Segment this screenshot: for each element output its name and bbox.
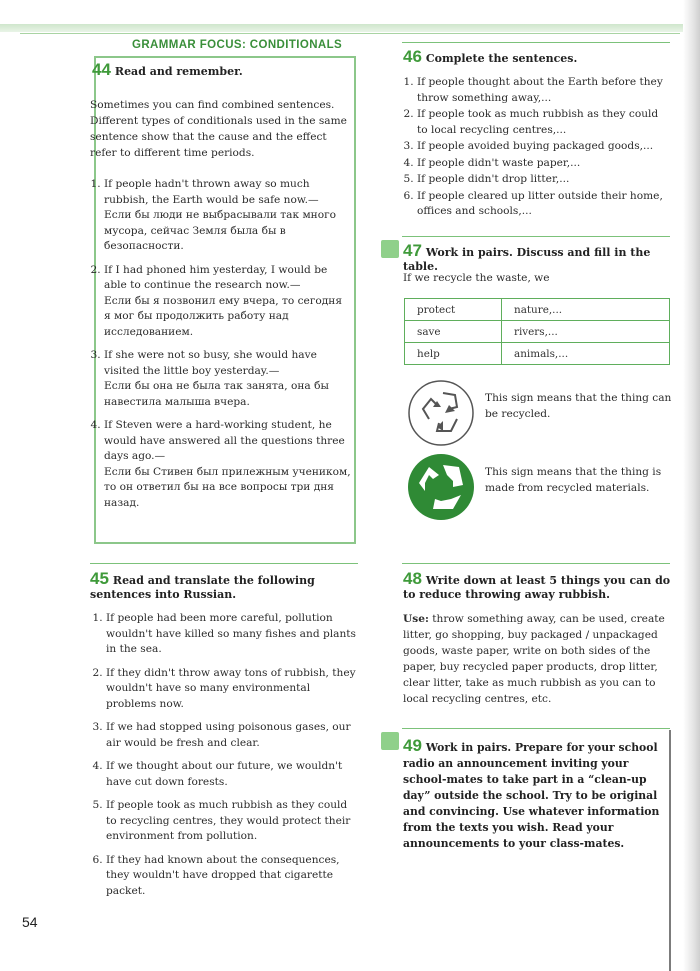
table-cell: nature,... <box>502 299 670 321</box>
exercise-47-number: 47 <box>403 241 422 260</box>
exercise-46-heading <box>403 47 671 66</box>
list-item: 3. If we had stopped using poisonous gases, our air would be fresh and clear. <box>106 720 358 751</box>
exercise-44-list <box>88 177 352 519</box>
list-item <box>104 263 352 341</box>
list-item: 6. If people cleared up litter outside their home, offices and schools,... <box>417 189 671 220</box>
exercise-48-heading <box>403 569 673 602</box>
exercise-48-title: Write down at least 5 things you can do to reduce throwing away rubbish. <box>403 574 671 601</box>
use-text: throw something away, can be used, create litter, go shopping, buy packaged / unpackaged goods, waste paper, write on both sides of the paper, buy recycled paper products, drop litter, clear litter, take as much rubbish as you can to local recycling centres, etc. <box>403 613 665 705</box>
recycled-material-sign-icon <box>407 453 475 521</box>
table-cell: rivers,... <box>502 321 670 343</box>
page-edge-line <box>669 730 671 971</box>
list-item: 2. If people took as much rubbish as they could to local recycling centres,... <box>417 107 671 138</box>
list-item <box>104 177 352 255</box>
list-item <box>104 348 352 410</box>
list-item: 1. If people had been more careful, pollution wouldn't have killed so many fishes and plants in the sea. <box>106 611 358 658</box>
exercise-49-rule <box>402 728 670 729</box>
exercise-44-heading <box>92 60 352 79</box>
exercise-44-number: 44 <box>92 60 111 79</box>
list-item: 2. If they didn't throw away tons of rubbish, they wouldn't have so many environmental problems now. <box>106 666 358 713</box>
exercise-45-number: 45 <box>90 569 109 588</box>
exercise-46-rule <box>402 42 670 43</box>
table-cell: protect <box>405 299 502 321</box>
russian-translation: Если бы Стивен был прилежным учеником, то он ответил бы на все вопросы три дня назад. <box>104 465 351 509</box>
sign-2-caption: This sign means that the thing is made from recycled materials. <box>485 466 662 494</box>
exercise-46-title: Complete the sentences. <box>425 52 578 65</box>
recyclable-sign-icon <box>407 379 475 447</box>
exercise-48-rule <box>402 563 670 564</box>
english-sentence: If I had phoned him yesterday, I would be able to continue the research now.— <box>104 263 328 291</box>
page-number: 54 <box>22 914 38 930</box>
pair-work-icon <box>381 240 399 258</box>
list-item: 5. If people didn't drop litter,... <box>417 172 671 188</box>
list-item: 4. If we thought about our future, we wouldn't have cut down forests. <box>106 759 358 790</box>
table-row <box>405 343 670 365</box>
sign-1-caption: This sign means that the thing can be recycled. <box>485 392 672 420</box>
exercise-49-heading <box>403 738 671 852</box>
exercise-46-number: 46 <box>403 47 422 66</box>
exercise-47-title: Work in pairs. Discuss and fill in the table. <box>403 246 651 273</box>
table-cell: save <box>405 321 502 343</box>
exercise-45-rule <box>90 563 358 564</box>
page-spine-shadow <box>683 0 700 971</box>
exercise-47-rule <box>402 236 670 237</box>
english-sentence: If she were not so busy, she would have visited the little boy yesterday.— <box>104 349 317 377</box>
use-label: Use: <box>403 613 429 625</box>
section-title: GRAMMAR FOCUS: CONDITIONALS <box>132 39 343 51</box>
exercise-49-number: 49 <box>403 736 422 755</box>
list-item <box>104 418 352 511</box>
exercise-48-use <box>403 611 671 707</box>
table-cell: help <box>405 343 502 365</box>
list-item: 4. If people didn't waste paper,... <box>417 156 671 172</box>
table-cell: animals,... <box>502 343 670 365</box>
top-color-band <box>0 24 700 32</box>
list-item: 1. If people thought about the Earth before they throw something away,... <box>417 75 671 106</box>
exercise-45-heading <box>90 569 360 602</box>
table-row <box>405 299 670 321</box>
exercise-44-intro: Sometimes you can find combined sentences. Different types of conditionals used in the same sentence show that the cause and the effect refer to different time periods. <box>90 99 347 159</box>
exercise-44-title: Read and remember. <box>114 65 243 78</box>
exercise-48-number: 48 <box>403 569 422 588</box>
pair-work-icon <box>381 732 399 750</box>
russian-translation: Если бы люди не выбрасывали так много мусора, сейчас Земля была бы в безопасности. <box>104 209 337 252</box>
english-sentence: If Steven were a hard-working student, he would have answered all the questions three days ago.— <box>104 419 345 462</box>
list-item: 5. If people took as much rubbish as they could to recycling centres, they would protect their environment from pollution. <box>106 798 358 845</box>
exercise-46-list <box>401 75 671 221</box>
exercise-45-list <box>90 611 358 907</box>
list-item: 6. If they had known about the consequences, they wouldn't have dropped that cigarette packet. <box>106 853 358 900</box>
exercise-47-lead: If we recycle the waste, we <box>403 272 550 284</box>
exercise-45-title: Read and translate the following sentences into Russian. <box>90 574 315 601</box>
table-row <box>405 321 670 343</box>
russian-translation: Если бы я позвонил ему вчера, то сегодня я мог бы продолжить работу над исследованием. <box>104 294 343 338</box>
exercise-49-title: Work in pairs. Prepare for your school radio an announcement inviting your school-mates to take part in a “clean-up day” outside the school. Try to be original and convincing. Use whatever information from the texts you wish. Read your announcements to your class-mates. <box>403 741 660 850</box>
recycle-table <box>404 298 670 365</box>
russian-translation: Если бы она не была так занята, она бы навестила малыша вчера. <box>104 380 329 408</box>
list-item: 3. If people avoided buying packaged goods,... <box>417 139 671 155</box>
english-sentence: If people hadn't thrown away so much rubbish, the Earth would be safe now.— <box>104 178 319 206</box>
top-divider <box>20 33 680 34</box>
